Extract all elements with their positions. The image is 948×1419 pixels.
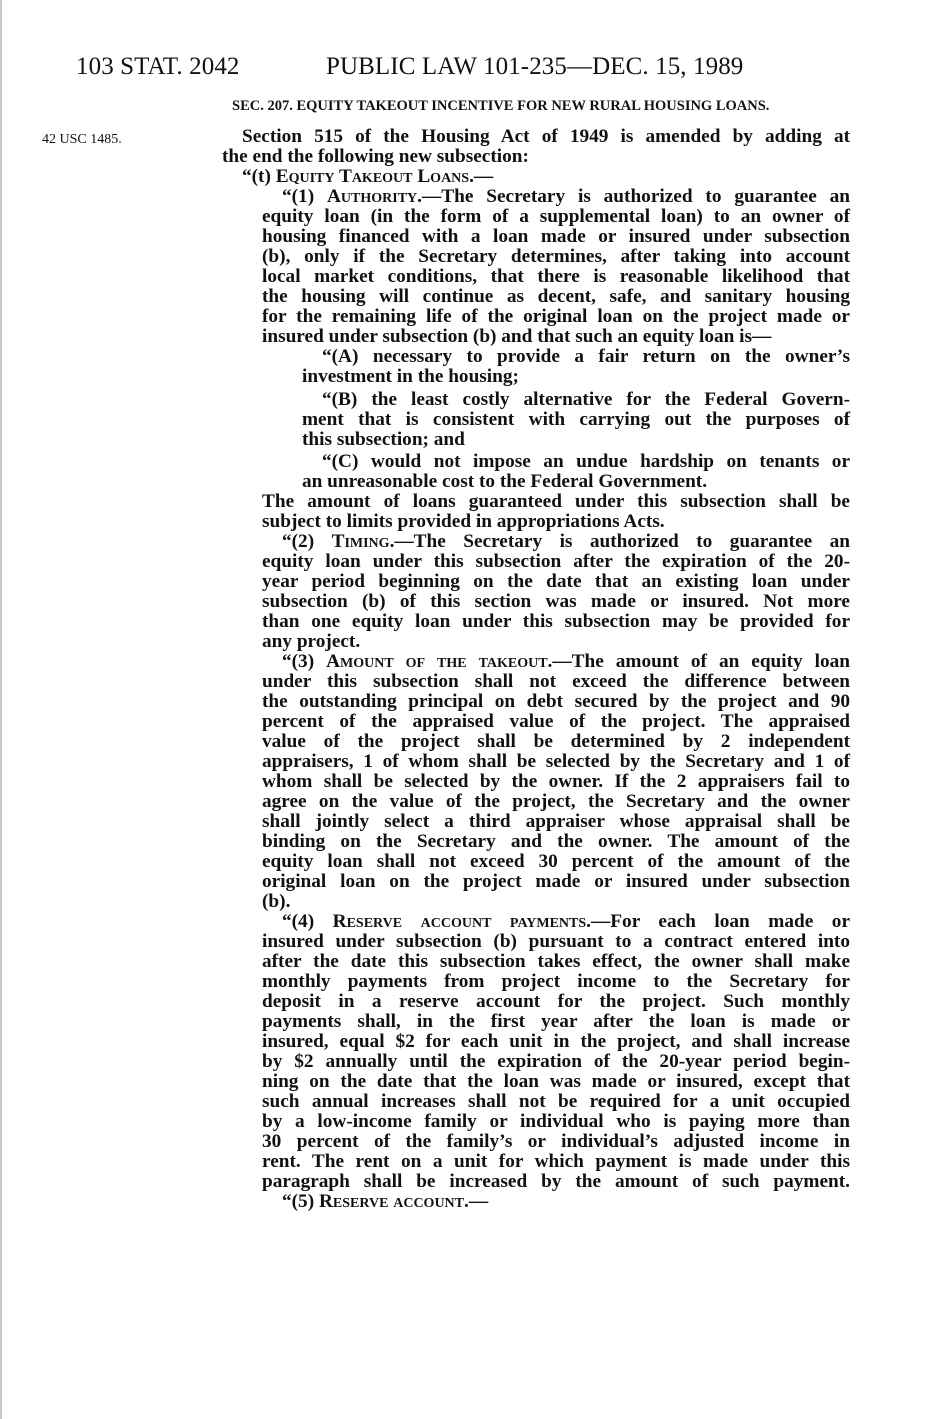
body-line: insured under subsection (b) and that such an equity loan is— xyxy=(262,326,772,347)
paragraph-heading: “(1) Authority.—The Secretary is authorized to guarantee an xyxy=(282,186,851,207)
body-line: agree on the value of the project, the Secretary and the owner xyxy=(262,791,850,812)
body-line: the outstanding principal on debt secured by the project and 90 xyxy=(262,691,850,712)
body-line: monthly payments from project income to the Secretary for xyxy=(262,971,850,992)
body-line: deposit in a reserve account for the project. Such monthly xyxy=(262,991,850,1012)
body-line: appraisers, 1 of whom shall be selected by the Secretary and 1 of xyxy=(262,751,850,772)
clause-line: “(C) would not impose an undue hardship on tenants or xyxy=(322,451,850,472)
paragraph-heading: “(2) Timing.—The Secretary is authorized to guarantee an xyxy=(282,531,850,552)
body-line: shall jointly select a third appraiser whose appraisal shall be xyxy=(262,811,850,832)
body-line: by a low-income family or individual who is paying more than xyxy=(262,1111,850,1132)
body-line: equity loan (in the form of a supplemental loan) to an owner of xyxy=(262,206,850,227)
body-line: after the date this subsection takes effect, the owner shall make xyxy=(262,951,850,972)
body-line: binding on the Secretary and the owner. The amount of the xyxy=(262,831,850,852)
body-line: rent. The rent on a unit for which payment is made under this xyxy=(262,1151,850,1172)
body-line: The amount of loans guaranteed under this subsection shall be xyxy=(262,491,850,512)
body-line: paragraph shall be increased by the amount of such payment. xyxy=(262,1171,850,1192)
body-line: 30 percent of the family’s or individual’s adjusted income in xyxy=(262,1131,850,1152)
body-line: local market conditions, that there is reasonable likelihood that xyxy=(262,266,850,287)
body-line: percent of the appraised value of the project. The appraised xyxy=(262,711,850,732)
body-line: original loan on the project made or insured under subsection xyxy=(262,871,850,892)
paragraph-heading: “(4) Reserve account payments.—For each loan made or xyxy=(282,911,851,932)
body-line: year period beginning on the date that an existing loan under xyxy=(262,571,850,592)
body-line: any project. xyxy=(262,631,361,652)
body-line: by $2 annually until the expiration of the 20-year period begin- xyxy=(262,1051,850,1072)
paragraph-heading: “(3) Amount of the takeout.—The amount of an equity loan xyxy=(282,651,851,672)
body-line: equity loan shall not exceed 30 percent of the amount of the xyxy=(262,851,850,872)
subsection-heading: “(t) Equity Takeout Loans.— xyxy=(242,166,494,187)
clause-line: “(B) the least costly alternative for the Federal Govern- xyxy=(322,389,850,410)
body-line: equity loan under this subsection after the expiration of the 20- xyxy=(262,551,850,572)
body-line: value of the project shall be determined by 2 independent xyxy=(262,731,850,752)
body-line: subsection (b) of this section was made or insured. Not more xyxy=(262,591,850,612)
clause-line: ment that is consistent with carrying out the purposes of xyxy=(302,409,850,430)
page-left-edge xyxy=(0,0,2,1419)
body-line: insured, equal $2 for each unit in the project, and shall increase xyxy=(262,1031,850,1052)
body-line: (b), only if the Secretary determines, after taking into account xyxy=(262,246,850,267)
body-line: the end the following new subsection: xyxy=(222,146,529,167)
body-line: (b). xyxy=(262,891,291,912)
body-line: ning on the date that the loan was made or insured, except that xyxy=(262,1071,850,1092)
clause-line: this subsection; and xyxy=(302,429,465,450)
body-line: Section 515 of the Housing Act of 1949 is amended by adding at xyxy=(242,126,850,147)
body-line: than one equity loan under this subsection may be provided for xyxy=(262,611,850,632)
body-line: whom shall be selected by the owner. If the 2 appraisers fail to xyxy=(262,771,850,792)
stat-reference: 103 STAT. 2042 xyxy=(76,53,240,80)
clause-line: investment in the housing; xyxy=(302,366,519,387)
body-line: housing financed with a loan made or insured under subsection xyxy=(262,226,850,247)
body-line: payments shall, in the first year after the loan is made or xyxy=(262,1011,850,1032)
paragraph-heading: “(5) Reserve account.— xyxy=(282,1191,489,1212)
body-line: insured under subsection (b) pursuant to a contract entered into xyxy=(262,931,850,952)
clause-line: “(A) necessary to provide a fair return on the owner’s xyxy=(322,346,850,367)
body-line: for the remaining life of the original loan on the project made or xyxy=(262,306,850,327)
body-line: the housing will continue as decent, safe, and sanitary housing xyxy=(262,286,850,307)
section-title: SEC. 207. EQUITY TAKEOUT INCENTIVE FOR NEW RURAL HOUSING LOANS. xyxy=(232,98,770,114)
body-line: such annual increases shall not be required for a unit occupied xyxy=(262,1091,850,1112)
clause-line: an unreasonable cost to the Federal Government. xyxy=(302,471,708,492)
law-reference: PUBLIC LAW 101-235—DEC. 15, 1989 xyxy=(326,53,744,80)
body-line: subject to limits provided in appropriations Acts. xyxy=(262,511,665,532)
body-line: under this subsection shall not exceed the difference between xyxy=(262,671,850,692)
margin-note-usc: 42 USC 1485. xyxy=(42,132,122,147)
